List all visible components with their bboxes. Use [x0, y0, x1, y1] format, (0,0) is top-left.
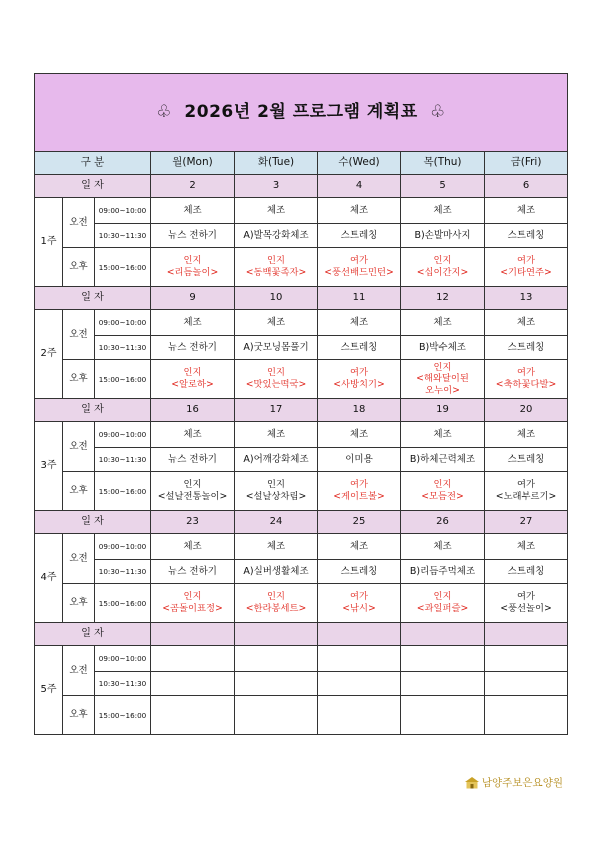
date-cell: 3 — [235, 175, 318, 198]
date-row — [35, 175, 568, 198]
am2-activity: 이미용 — [318, 448, 401, 472]
time-pm: 15:00~16:00 — [95, 360, 151, 399]
time-am2: 10:30~11:30 — [95, 672, 151, 696]
date-row — [35, 623, 568, 646]
pm-activity-line2: <노래부르기> — [495, 491, 557, 502]
time-am1: 09:00~10:00 — [95, 646, 151, 672]
am-row-2 — [35, 448, 568, 472]
time-am2: 10:30~11:30 — [95, 448, 151, 472]
pm-activity-line1: 여가 — [350, 255, 368, 267]
week-label: 2주 — [35, 310, 63, 399]
am1-activity — [401, 646, 485, 672]
date-cell: 18 — [318, 399, 401, 422]
pm-row — [35, 248, 568, 287]
am-row-1 — [35, 310, 568, 336]
am1-activity: 체조 — [318, 422, 401, 448]
am2-activity — [401, 672, 485, 696]
pm-activity — [401, 696, 485, 735]
pm-activity-line2: <설날상차림> — [245, 491, 307, 502]
am1-activity: 체조 — [318, 534, 401, 560]
date-cell: 25 — [318, 511, 401, 534]
date-cell: 19 — [401, 399, 485, 422]
pm-activity-line2: <풍선놀이> — [500, 603, 552, 614]
pm-activity-line2: <풍선배드민턴> — [324, 267, 394, 278]
pm-activity-line2: <알로하> — [171, 379, 214, 390]
pm-row — [35, 584, 568, 623]
am1-activity — [151, 646, 235, 672]
pm-activity-line2: <축하꽃다발> — [495, 379, 557, 390]
am-label: 오전 — [63, 198, 95, 248]
date-row — [35, 511, 568, 534]
am2-activity — [151, 672, 235, 696]
date-cell: 27 — [485, 511, 568, 534]
am2-activity: A)실버생활체조 — [235, 560, 318, 584]
am1-activity: 체조 — [401, 534, 485, 560]
pm-activity — [151, 360, 235, 399]
week-label: 4주 — [35, 534, 63, 623]
org-name: 남양주보은요양원 — [481, 777, 563, 789]
pm-activity — [318, 360, 401, 399]
am1-activity: 체조 — [485, 198, 568, 224]
header-label: 구 분 — [35, 152, 151, 175]
am1-activity: 체조 — [151, 198, 235, 224]
pm-activity-line3: 오누이> — [425, 384, 460, 396]
pm-row — [35, 472, 568, 511]
pm-activity-line2: <기타연주> — [500, 267, 552, 278]
am2-activity: A)발목강화체조 — [235, 224, 318, 248]
date-row — [35, 287, 568, 310]
time-am1: 09:00~10:00 — [95, 198, 151, 224]
pm-activity-line2: <해와달이된 — [416, 373, 469, 385]
pm-activity-line1: 여가 — [517, 591, 535, 603]
pm-label: 오후 — [63, 584, 95, 623]
pm-activity-line2: <낚시> — [342, 603, 376, 614]
pm-row — [35, 360, 568, 399]
am1-activity: 체조 — [235, 422, 318, 448]
am1-activity: 체조 — [151, 310, 235, 336]
pm-activity — [151, 472, 235, 511]
pm-activity — [235, 360, 318, 399]
am1-activity: 체조 — [151, 534, 235, 560]
am2-activity: 스트레칭 — [485, 336, 568, 360]
am1-activity: 체조 — [401, 310, 485, 336]
pm-activity-line2: <십이간지> — [416, 267, 469, 278]
pm-activity — [401, 584, 485, 623]
week-label: 3주 — [35, 422, 63, 511]
clover-icon: ♧ — [156, 101, 172, 122]
pm-activity — [151, 248, 235, 287]
time-pm: 15:00~16:00 — [95, 472, 151, 511]
pm-activity — [235, 584, 318, 623]
am-label: 오전 — [63, 534, 95, 584]
pm-activity — [485, 696, 568, 735]
pm-activity — [485, 472, 568, 511]
pm-activity-line1: 여가 — [350, 367, 368, 379]
pm-activity-line1: 인지 — [183, 367, 202, 379]
pm-activity — [235, 248, 318, 287]
house-logo-icon — [465, 777, 479, 789]
pm-activity-line1: 인지 — [267, 367, 285, 379]
pm-activity-line1: 인지 — [433, 361, 452, 373]
week-label: 5주 — [35, 646, 63, 735]
date-cell — [151, 623, 235, 646]
am-row-1 — [35, 198, 568, 224]
am-row-2 — [35, 672, 568, 696]
am2-activity: 뉴스 전하기 — [151, 448, 235, 472]
am2-activity — [235, 672, 318, 696]
am2-activity: 스트레칭 — [485, 224, 568, 248]
program-schedule-table — [34, 73, 568, 735]
pm-activity-line2: <리듬놀이> — [166, 267, 219, 278]
am-label: 오전 — [63, 646, 95, 696]
pm-activity — [235, 472, 318, 511]
am2-activity — [318, 672, 401, 696]
am2-activity: B)손발마사지 — [401, 224, 485, 248]
time-pm: 15:00~16:00 — [95, 248, 151, 287]
week-label: 1주 — [35, 198, 63, 287]
pm-activity-line1: 인지 — [183, 591, 202, 603]
pm-activity-line1: 인지 — [267, 255, 285, 267]
date-cell — [235, 623, 318, 646]
pm-activity-line1: 인지 — [433, 255, 452, 267]
pm-activity-line2: <맛있는떡국> — [245, 379, 307, 390]
pm-activity — [401, 360, 485, 399]
date-label: 일 자 — [35, 175, 151, 198]
am1-activity — [485, 646, 568, 672]
pm-activity-line1: 인지 — [267, 591, 285, 603]
date-label: 일 자 — [35, 399, 151, 422]
am1-activity — [318, 646, 401, 672]
time-am1: 09:00~10:00 — [95, 534, 151, 560]
time-am2: 10:30~11:30 — [95, 336, 151, 360]
pm-activity-line1: 인지 — [183, 255, 202, 267]
date-cell — [318, 623, 401, 646]
pm-activity-line2: <동백꽃족자> — [245, 267, 307, 278]
am1-activity: 체조 — [151, 422, 235, 448]
am2-activity: B)리듬주먹체조 — [401, 560, 485, 584]
date-row — [35, 399, 568, 422]
am-row-1 — [35, 422, 568, 448]
pm-activity-line1: 여가 — [350, 479, 368, 491]
am1-activity: 체조 — [485, 310, 568, 336]
am1-activity: 체조 — [401, 198, 485, 224]
am1-activity: 체조 — [485, 422, 568, 448]
pm-activity-line2: <곰돌이표정> — [162, 603, 223, 614]
pm-activity — [318, 584, 401, 623]
pm-activity-line1: 인지 — [267, 479, 285, 491]
am1-activity: 체조 — [485, 534, 568, 560]
time-pm: 15:00~16:00 — [95, 584, 151, 623]
date-cell: 11 — [318, 287, 401, 310]
am1-activity: 체조 — [235, 534, 318, 560]
pm-activity-line1: 인지 — [433, 591, 452, 603]
am-label: 오전 — [63, 422, 95, 472]
pm-activity-line1: 여가 — [350, 591, 368, 603]
date-cell: 5 — [401, 175, 485, 198]
date-cell: 6 — [485, 175, 568, 198]
pm-row — [35, 696, 568, 735]
org-logo — [465, 775, 563, 790]
header-day-wed: 수(Wed) — [318, 152, 401, 175]
date-label: 일 자 — [35, 511, 151, 534]
pm-activity — [318, 472, 401, 511]
pm-activity — [485, 584, 568, 623]
am-row-1 — [35, 646, 568, 672]
am1-activity: 체조 — [401, 422, 485, 448]
pm-activity-line2: <모듬전> — [421, 491, 464, 502]
pm-activity — [485, 360, 568, 399]
date-cell: 16 — [151, 399, 235, 422]
time-am1: 09:00~10:00 — [95, 422, 151, 448]
date-cell: 13 — [485, 287, 568, 310]
date-cell: 12 — [401, 287, 485, 310]
am2-activity — [485, 672, 568, 696]
pm-activity-line1: 여가 — [517, 479, 535, 491]
pm-activity — [318, 248, 401, 287]
pm-label: 오후 — [63, 472, 95, 511]
am2-activity: 뉴스 전하기 — [151, 560, 235, 584]
am1-activity: 체조 — [318, 310, 401, 336]
time-am1: 09:00~10:00 — [95, 310, 151, 336]
am1-activity: 체조 — [235, 310, 318, 336]
pm-activity-line1: 인지 — [433, 479, 452, 491]
pm-activity-line2: <게이트볼> — [333, 491, 385, 502]
pm-label: 오후 — [63, 360, 95, 399]
am2-activity: 스트레칭 — [318, 560, 401, 584]
am2-activity: 스트레칭 — [485, 560, 568, 584]
am-row-2 — [35, 560, 568, 584]
am1-activity: 체조 — [318, 198, 401, 224]
am2-activity: A)어깨강화체조 — [235, 448, 318, 472]
am2-activity: 스트레칭 — [485, 448, 568, 472]
am-row-2 — [35, 336, 568, 360]
am-row-2 — [35, 224, 568, 248]
am2-activity: 뉴스 전하기 — [151, 224, 235, 248]
date-cell: 17 — [235, 399, 318, 422]
date-cell: 4 — [318, 175, 401, 198]
pm-activity — [235, 696, 318, 735]
pm-activity — [401, 472, 485, 511]
header-day-thu: 목(Thu) — [401, 152, 485, 175]
header-day-tue: 화(Tue) — [235, 152, 318, 175]
date-cell: 2 — [151, 175, 235, 198]
clover-icon: ♧ — [430, 101, 446, 122]
time-am2: 10:30~11:30 — [95, 560, 151, 584]
pm-activity — [485, 248, 568, 287]
am2-activity: 스트레칭 — [318, 336, 401, 360]
date-cell — [485, 623, 568, 646]
pm-activity — [318, 696, 401, 735]
time-am2: 10:30~11:30 — [95, 224, 151, 248]
am2-activity: B)하체근력체조 — [401, 448, 485, 472]
am2-activity: B)박수체조 — [401, 336, 485, 360]
date-cell: 26 — [401, 511, 485, 534]
pm-activity — [151, 696, 235, 735]
time-pm: 15:00~16:00 — [95, 696, 151, 735]
am1-activity — [235, 646, 318, 672]
header-day-mon: 월(Mon) — [151, 152, 235, 175]
pm-label: 오후 — [63, 248, 95, 287]
am1-activity: 체조 — [235, 198, 318, 224]
pm-activity-line2: <사방치기> — [333, 379, 385, 390]
title-text: 2026년 2월 프로그램 계획표 — [184, 101, 418, 122]
am2-activity: A)굿모닝몸풀기 — [235, 336, 318, 360]
pm-activity — [151, 584, 235, 623]
am-label: 오전 — [63, 310, 95, 360]
pm-activity-line2: <한라봉세트> — [245, 603, 307, 614]
date-cell: 9 — [151, 287, 235, 310]
pm-activity — [401, 248, 485, 287]
pm-activity-line2: <과일퍼즐> — [416, 603, 469, 614]
date-cell: 24 — [235, 511, 318, 534]
header-day-fri: 금(Fri) — [485, 152, 568, 175]
am2-activity: 뉴스 전하기 — [151, 336, 235, 360]
am-row-1 — [35, 534, 568, 560]
pm-activity-line1: 인지 — [183, 479, 202, 491]
header-row — [35, 152, 568, 175]
date-cell: 10 — [235, 287, 318, 310]
date-cell — [401, 623, 485, 646]
pm-label: 오후 — [63, 696, 95, 735]
date-label: 일 자 — [35, 623, 151, 646]
pm-activity-line1: 여가 — [517, 255, 535, 267]
pm-activity-line1: 여가 — [517, 367, 535, 379]
pm-activity-line2: <설날전통놀이> — [157, 491, 228, 502]
am2-activity: 스트레칭 — [318, 224, 401, 248]
date-label: 일 자 — [35, 287, 151, 310]
date-cell: 20 — [485, 399, 568, 422]
date-cell: 23 — [151, 511, 235, 534]
page-title — [35, 74, 568, 152]
